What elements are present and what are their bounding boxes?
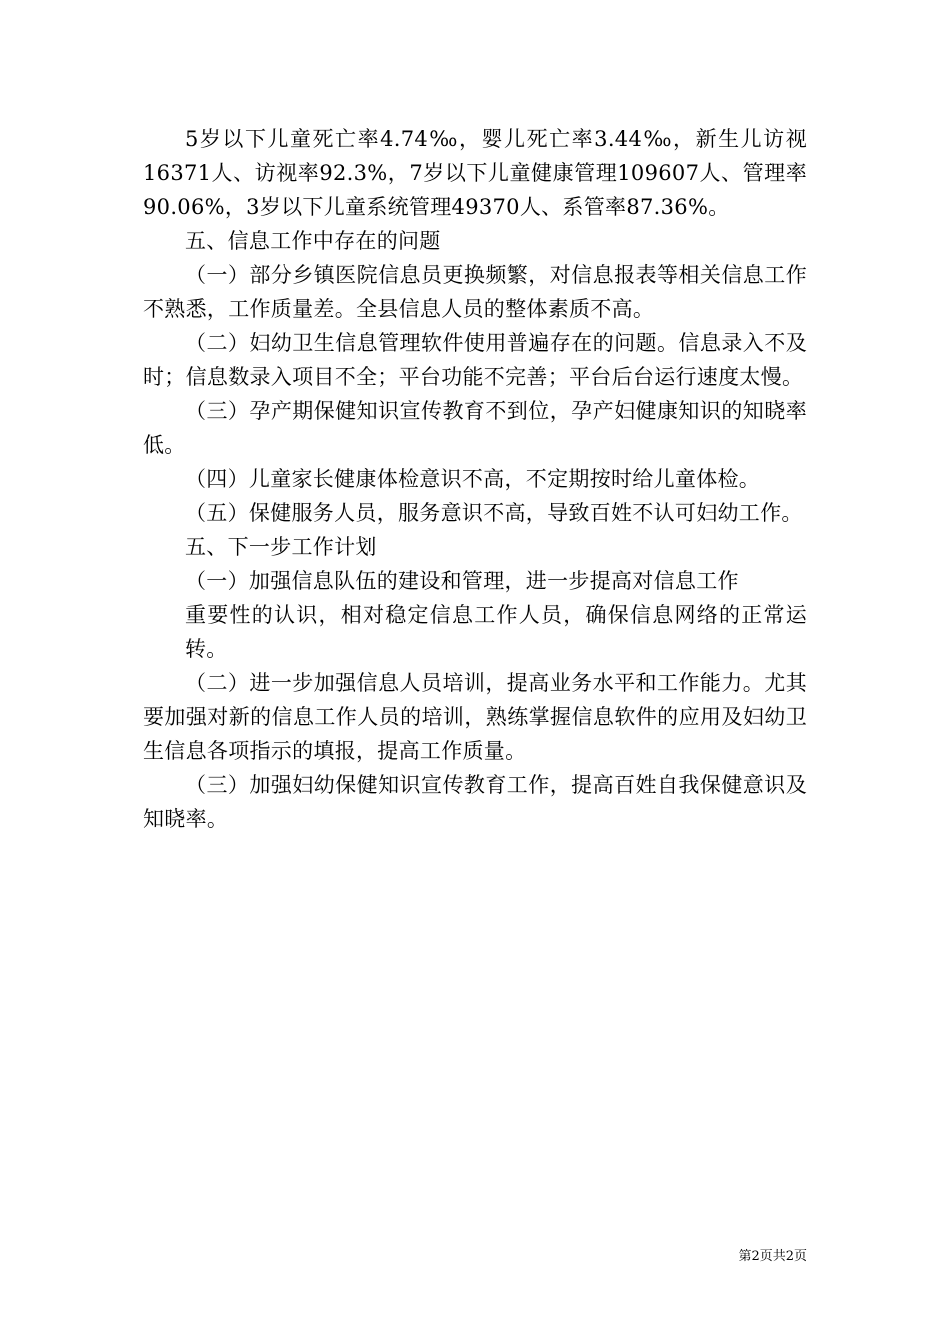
heading-next-step-plan: 五、下一步工作计划 xyxy=(185,535,377,559)
paragraph-problem-1: （一）部分乡镇医院信息员更换频繁，对信息报表等相关信息工作不熟悉，工作质量差。全县信息人员的整体素质不高。 xyxy=(143,263,807,321)
paragraph-plan-3: （三）加强妇幼保健知识宣传教育工作，提高百姓自我保健意识及知晓率。 xyxy=(143,773,807,831)
document-body xyxy=(143,122,807,836)
paragraph-problem-5: （五）保健服务人员，服务意识不高，导致百姓不认可妇幼工作。 xyxy=(185,501,803,525)
paragraph-plan-1-line1: （一）加强信息队伍的建设和管理，进一步提高对信息工作 xyxy=(185,569,739,593)
paragraph-problem-3: （三）孕产期保健知识宣传教育不到位，孕产妇健康知识的知晓率低。 xyxy=(143,399,807,457)
paragraph-problem-2: （二）妇幼卫生信息管理软件使用普遍存在的问题。信息录入不及时；信息数录入项目不全；平台功能不完善；平台后台运行速度太慢。 xyxy=(143,331,807,389)
heading-information-work-problems: 五、信息工作中存在的问题 xyxy=(185,229,441,253)
paragraph-problem-4: （四）儿童家长健康体检意识不高，不定期按时给儿童体检。 xyxy=(185,467,761,491)
paragraph-child-mortality-stats: 5岁以下儿童死亡率4.74‰，婴儿死亡率3.44‰，新生儿访视16371人、访视率92.3%，7岁以下儿童健康管理109607人、管理率90.06%，3岁以下儿童系统管理49370人、系管率87.36%。 xyxy=(143,127,807,219)
paragraph-plan-1-continued: 重要性的认识，相对稳定信息工作人员，确保信息网络的正常运转。 xyxy=(185,603,807,661)
page-number-footer: 第2页共2页 xyxy=(738,1249,807,1264)
paragraph-plan-2: （二）进一步加强信息人员培训，提高业务水平和工作能力。尤其要加强对新的信息工作人员的培训，熟练掌握信息软件的应用及妇幼卫生信息各项指示的填报，提高工作质量。 xyxy=(143,671,807,763)
